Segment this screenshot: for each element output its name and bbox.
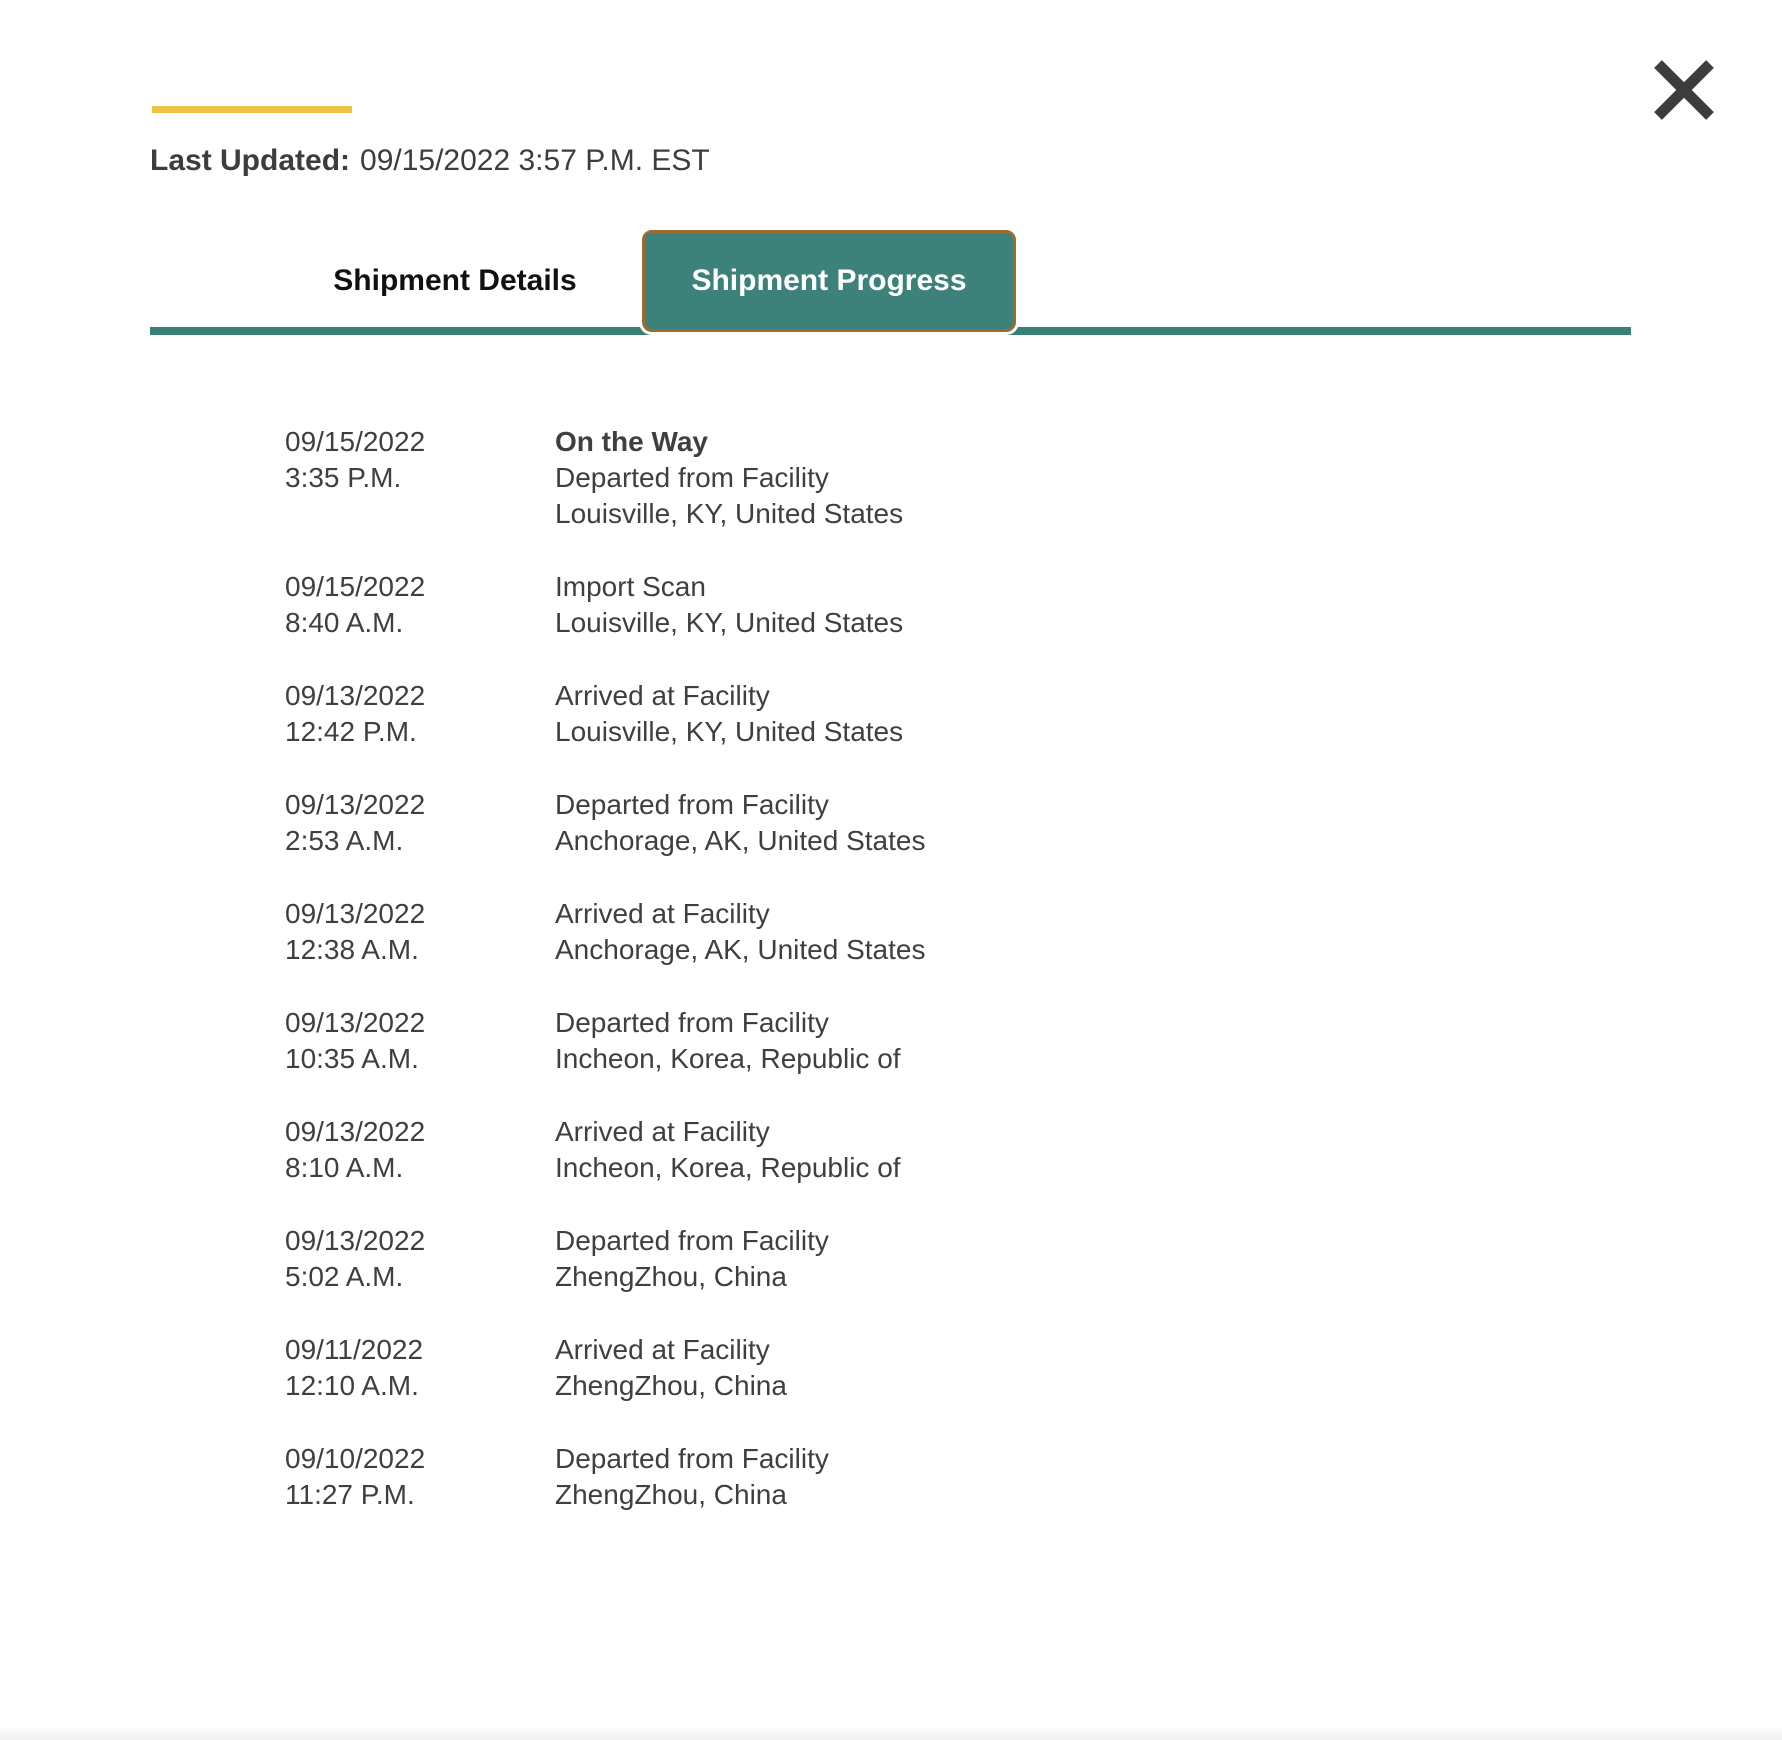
event-location: ZhengZhou, China [555, 1479, 787, 1510]
event-info [555, 1223, 1782, 1295]
event-date: 09/13/2022 [285, 789, 426, 820]
event-time: 12:38 A.M. [285, 934, 419, 965]
last-updated-value: 09/15/2022 3:57 P.M. EST [360, 144, 710, 177]
event-time: 5:02 A.M. [285, 1261, 404, 1292]
tab-shipment-progress-label: Shipment Progress [691, 264, 967, 297]
event-location: Louisville, KY, United States [555, 607, 904, 638]
event-info [555, 569, 1782, 641]
event-info [555, 1114, 1782, 1186]
close-icon [1644, 50, 1724, 130]
event-time: 12:42 P.M. [285, 716, 417, 747]
event-info [555, 1005, 1782, 1077]
shipment-event-row [0, 1441, 1782, 1513]
event-location: Anchorage, AK, United States [555, 934, 926, 965]
event-time: 3:35 P.M. [285, 462, 402, 493]
event-title: On the Way [555, 426, 708, 457]
event-datetime [285, 1332, 555, 1404]
close-button[interactable] [1644, 50, 1724, 130]
event-location: Anchorage, AK, United States [555, 825, 926, 856]
event-status: Departed from Facility [555, 462, 829, 493]
event-time: 10:35 A.M. [285, 1043, 419, 1074]
event-status: Import Scan [555, 571, 706, 602]
event-datetime [285, 1005, 555, 1077]
event-status: Departed from Facility [555, 1007, 829, 1038]
shipment-event-row [0, 896, 1782, 968]
bottom-fade [0, 1726, 1782, 1740]
event-datetime [285, 424, 555, 496]
event-status: Arrived at Facility [555, 1116, 770, 1147]
event-datetime [285, 569, 555, 641]
event-date: 09/13/2022 [285, 1007, 426, 1038]
event-info [555, 787, 1782, 859]
event-datetime [285, 678, 555, 750]
event-time: 11:27 P.M. [285, 1479, 415, 1510]
shipment-event-row [0, 1114, 1782, 1186]
event-datetime [285, 896, 555, 968]
shipment-progress-list [0, 424, 1782, 1550]
event-date: 09/15/2022 [285, 426, 426, 457]
event-time: 12:10 A.M. [285, 1370, 419, 1401]
event-date: 09/13/2022 [285, 680, 426, 711]
event-status: Arrived at Facility [555, 1334, 770, 1365]
event-location: Incheon, Korea, Republic of [555, 1043, 901, 1074]
event-status: Arrived at Facility [555, 898, 770, 929]
event-date: 09/13/2022 [285, 1116, 426, 1147]
last-updated-label: Last Updated: [150, 144, 351, 177]
event-datetime [285, 787, 555, 859]
event-location: ZhengZhou, China [555, 1370, 787, 1401]
event-datetime [285, 1441, 555, 1513]
tab-shipment-details-label: Shipment Details [333, 264, 577, 297]
event-datetime [285, 1114, 555, 1186]
event-location: Louisville, KY, United States [555, 716, 904, 747]
event-location: Incheon, Korea, Republic of [555, 1152, 901, 1183]
event-info [555, 424, 1782, 532]
shipment-event-row [0, 569, 1782, 641]
event-status: Departed from Facility [555, 1443, 829, 1474]
shipment-event-row [0, 787, 1782, 859]
shipment-event-row [0, 424, 1782, 532]
event-date: 09/10/2022 [285, 1443, 426, 1474]
event-info [555, 896, 1782, 968]
last-updated [150, 142, 710, 180]
event-status: Departed from Facility [555, 1225, 829, 1256]
shipment-event-row [0, 1332, 1782, 1404]
tab-bar [0, 230, 1782, 332]
shipment-event-row [0, 678, 1782, 750]
accent-line [152, 106, 352, 113]
event-time: 8:40 A.M. [285, 607, 404, 638]
event-time: 2:53 A.M. [285, 825, 404, 856]
event-status: Departed from Facility [555, 789, 829, 820]
event-info [555, 1332, 1782, 1404]
shipment-event-row [0, 1223, 1782, 1295]
event-status: Arrived at Facility [555, 680, 770, 711]
event-info [555, 1441, 1782, 1513]
tab-shipment-details[interactable] [268, 230, 642, 332]
event-date: 09/13/2022 [285, 1225, 426, 1256]
event-location: ZhengZhou, China [555, 1261, 787, 1292]
event-time: 8:10 A.M. [285, 1152, 404, 1183]
event-date: 09/13/2022 [285, 898, 426, 929]
event-datetime [285, 1223, 555, 1295]
event-location: Louisville, KY, United States [555, 498, 904, 529]
tab-shipment-progress[interactable] [642, 230, 1016, 332]
event-date: 09/11/2022 [285, 1334, 424, 1365]
event-date: 09/15/2022 [285, 571, 426, 602]
event-info [555, 678, 1782, 750]
shipment-event-row [0, 1005, 1782, 1077]
